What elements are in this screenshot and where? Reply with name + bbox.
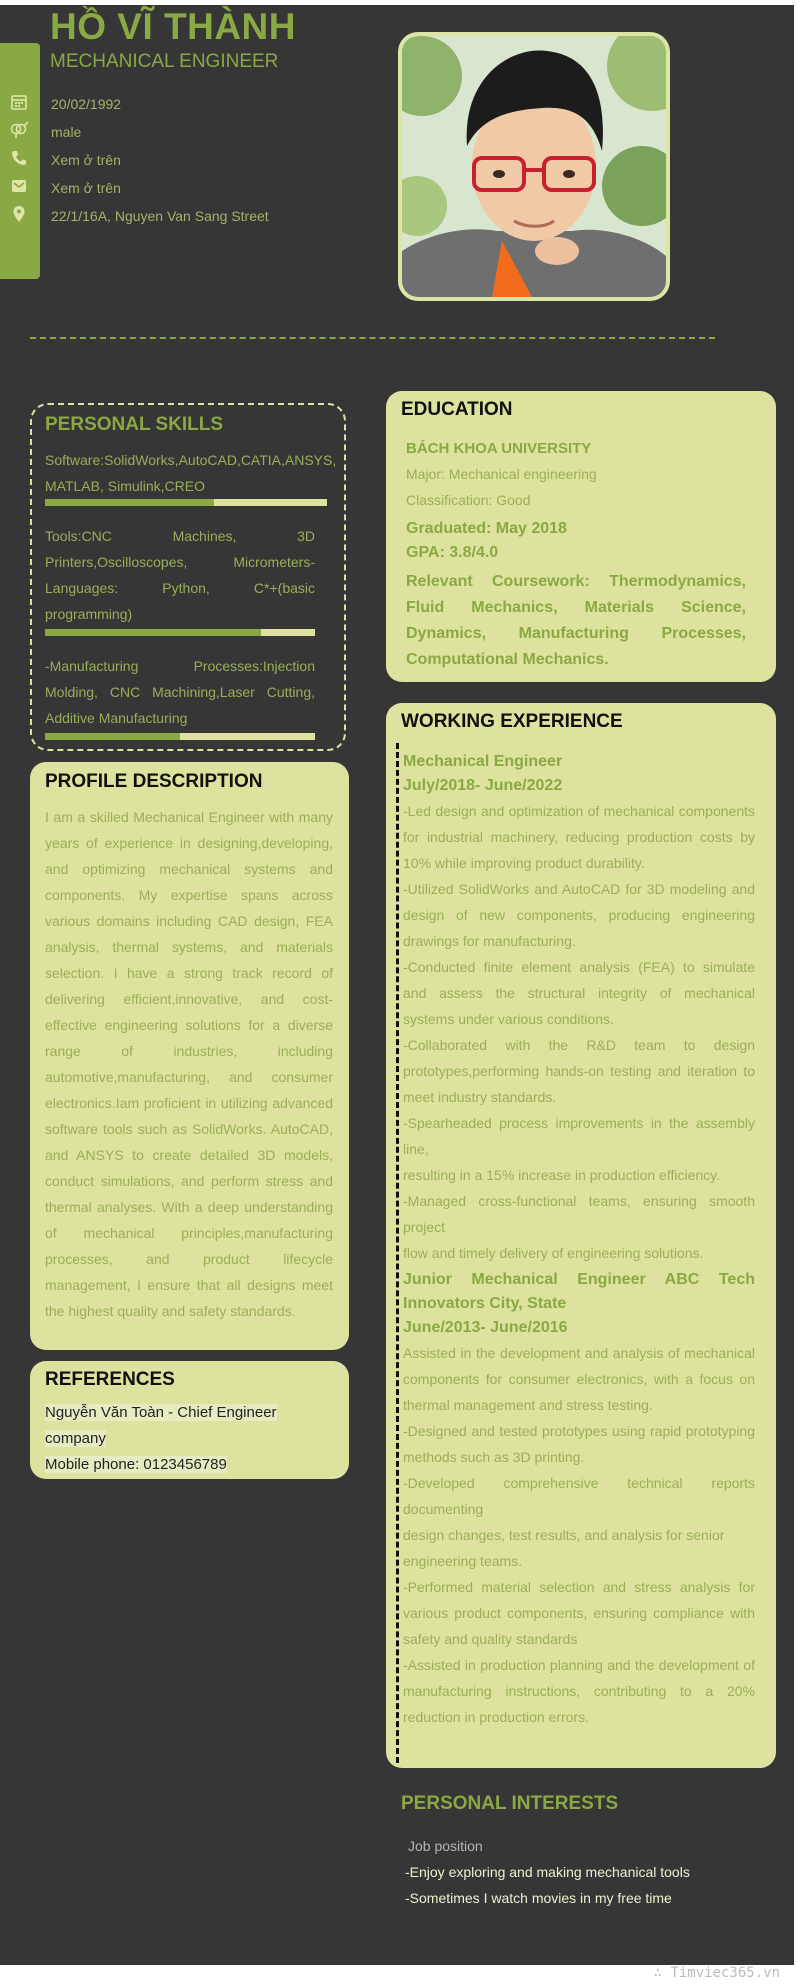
skill-tools-bar [45,629,315,636]
skill-tools-text: Tools:CNC Machines, 3D Printers,Oscilloscopes, Micrometers-Languages: Python, C*+(basic programming) [45,528,315,622]
skill-software-text: Software:SolidWorks,AutoCAD,CATIA,ANSYS, MATLAB, Simulink,CREO [45,452,337,494]
personal-skills-section [30,403,346,751]
email-address: Xem ở trên [51,180,121,196]
reference-company: company [45,1430,106,1447]
graduation-date: Graduated: May 2018 [406,520,567,537]
job-duty: -Developed comprehensive technical reports documenting [403,1475,755,1517]
job-duty: -Led design and optimization of mechanical components for industrial machinery, reducing production costs by 10% while improving product durability. [403,803,755,871]
gender-icon [7,121,31,143]
skill-tools-bar-fill [45,629,261,636]
experience-timeline [396,743,399,1763]
job-duty: -Collaborated with the R&D team to design prototypes,performing hands-on testing and iteration to meet industry standards. [403,1037,755,1105]
job-duty: resulting in a 15% increase in production efficiency. [403,1167,720,1183]
home-address: 22/1/16A, Nguyen Van Sang Street [51,208,269,224]
profile-heading: PROFILE DESCRIPTION [45,771,263,792]
job-duty: -Performed material selection and stress analysis for various product components, ensuring compliance with safety and quality standards [403,1579,755,1647]
job-duty: -Utilized SolidWorks and AutoCAD for 3D modeling and design of new components, producing engineering drawings for manufacturing. [403,881,755,949]
profile-description-card [30,762,349,1350]
birth-date: 20/02/1992 [51,96,122,112]
skill-software-bar-fill [45,499,214,506]
header-divider [30,337,715,339]
education-classification: Classification: Good [406,492,531,508]
job-duty: -Conducted finite element analysis (FEA) to simulate and assess the structural integrity of mechanical systems under various conditions. [403,959,755,1027]
job-duty: -Spearheaded process improvements in the assembly line, [403,1115,755,1157]
interests-job-position: Job position [408,1838,483,1854]
email-icon [7,177,31,199]
interest-item: -Sometimes I watch movies in my free time [405,1890,672,1906]
info-sidebar-tab [0,43,40,279]
phone-number: Xem ở trên [51,152,121,168]
experience-heading: WORKING EXPERIENCE [401,711,623,732]
education-heading: EDUCATION [401,399,513,420]
watermark: ∴ Timviec365.vn [653,1965,780,1981]
job-duty: -Managed cross-functional teams, ensuring smooth project [403,1193,755,1235]
job-title-1: Mechanical Engineer [403,753,563,770]
school-name: BÁCH KHOA UNIVERSITY [406,440,592,457]
job-duty: -Assisted in production planning and the development of manufacturing instructions, contributing to a 20% reduction in production errors. [403,1657,755,1725]
job-period-1: July/2018- June/2022 [403,777,563,794]
profile-photo [398,32,670,301]
job-duty: Assisted in the development and analysis of mechanical components for consumer electronics, with a focus on thermal management and stress testing. [403,1345,755,1413]
coursework: Relevant Coursework: Thermodynamics, Fluid Mechanics, Materials Science, Dynamics, Manufacturing Processes, Computational Mechanics. [406,573,746,668]
education-major: Major: Mechanical engineering [406,466,597,482]
candidate-name: HỒ VĨ THÀNH [50,6,296,47]
interest-item: -Enjoy exploring and making mechanical tools [405,1864,690,1880]
job-duty: -Designed and tested prototypes using rapid prototyping methods such as 3D printing. [403,1423,755,1465]
profile-text: I am a skilled Mechanical Engineer with many years of experience in designing,developing, and optimizing mechanical systems and components. My expertise spans across various domains including CAD design, FEA analysis, thermal systems, and materials selection. I have a strong track record of delivering efficient,innovative, and cost-effective engineering solutions for a diverse range of industries, including automotive,manufacturing, and consumer electronics.Iam proficient in utilizing advanced software tools such as SolidWorks. AutoCAD, and ANSYS to create detailed 3D models, conduct simulations, and perform stress and thermal analyses. With a deep understanding of mechanical principles,manufacturing processes, and product lifecycle management, I ensure that all designs meet the highest quality and safety standards. [45,809,333,1319]
experience-list [403,750,755,1730]
gpa: GPA: 3.8/4.0 [406,544,499,561]
job-period-2: June/2013- June/2016 [403,1319,568,1336]
reference-phone: Mobile phone: 0123456789 [45,1456,227,1473]
job-duty: flow and timely delivery of engineering solutions. [403,1245,704,1261]
working-experience-card [386,703,776,1768]
interests-heading: PERSONAL INTERESTS [401,1793,619,1814]
references-heading: REFERENCES [45,1369,175,1390]
cv-page [0,5,794,1965]
reference-details [45,1400,335,1478]
references-card [30,1361,349,1479]
skill-software-bar [45,499,327,506]
skill-manufacturing-bar-fill [45,733,180,740]
gender: male [51,124,82,140]
job-duty: design changes, test results, and analysis for senior engineering teams. [403,1527,725,1569]
skill-manufacturing-text: -Manufacturing Processes:Injection Molding, CNC Machining,Laser Cutting, Additive Manufacturing [45,658,315,726]
education-card [386,391,776,682]
calendar-icon [7,93,31,115]
reference-name: Nguyễn Văn Toàn - Chief Engineer [45,1404,277,1421]
skill-manufacturing-bar [45,733,315,740]
location-icon [7,205,31,227]
skills-heading: PERSONAL SKILLS [45,414,224,435]
job-title: MECHANICAL ENGINEER [50,51,279,72]
job-title-2: Junior Mechanical Engineer ABC Tech Innovators City, State [403,1271,755,1312]
phone-icon [7,149,31,171]
